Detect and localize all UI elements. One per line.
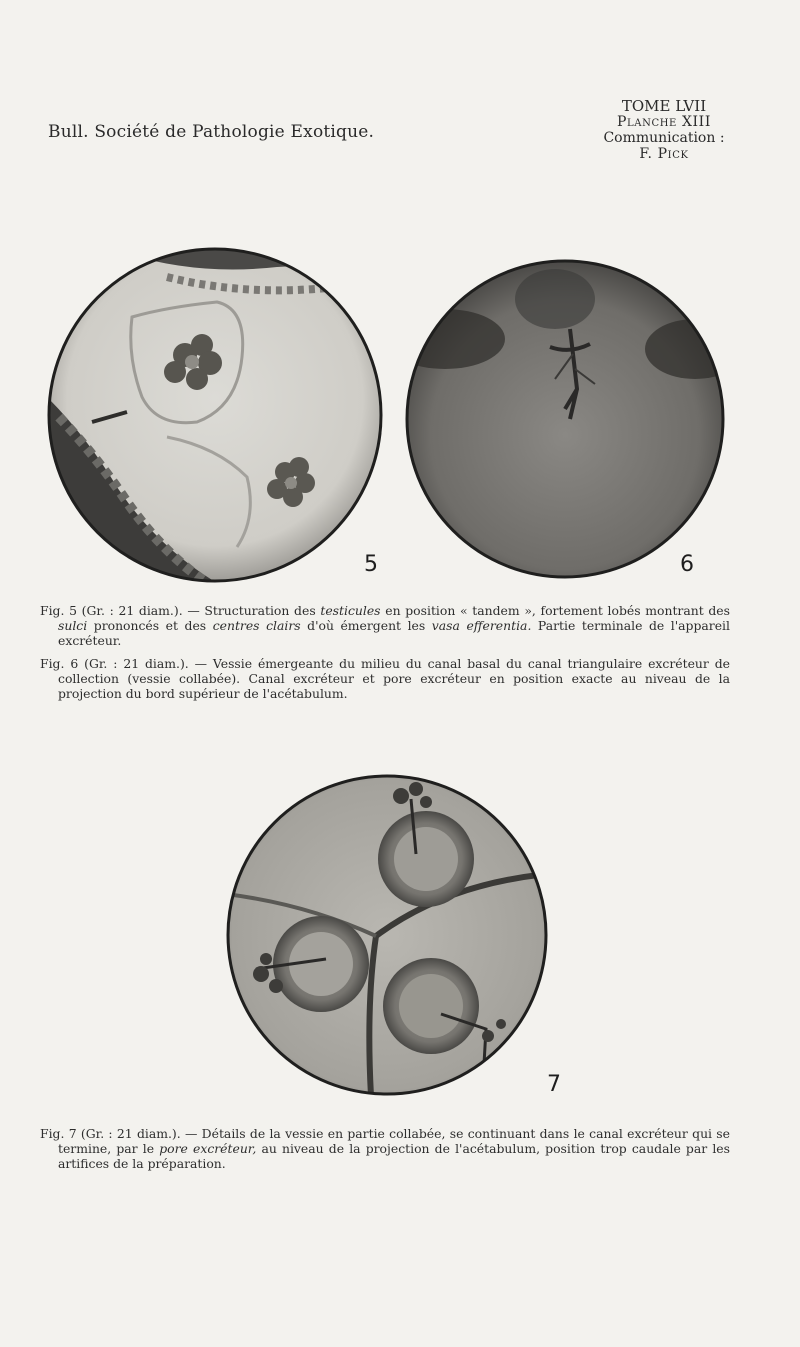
fig5-number: 5 [364,552,378,577]
caption-fig7-text: au niveau de la projection de l'acétabulum, position trop caudale par les artifices de la préparation. [58,1141,730,1171]
caption-fig5-italic-sulci: sulci [58,618,88,633]
caption-fig5-italic-vasa: vasa efferentia. [431,618,532,633]
fig7-number: 7 [547,1072,561,1097]
planche-label: Planche XIII [617,114,711,130]
caption-fig7-text: Fig. 7 (Gr. : 21 diam.). — Détails de la vessie en partie collabée, se continuant dans le canal excréteur qui se termine, par le [40,1126,730,1156]
author-label: F. Pick [639,146,689,162]
caption-fig6: Fig. 6 (Gr. : 21 diam.). — Vessie émergeante du milieu du canal basal du canal triangulaire excréteur de collection (vessie collabée). Canal excréteur et pore excréteur en position exacte au niveau de la projection du bord supérieur de l'acétabulum. [40,656,730,701]
caption-fig5-text: prononcés et des [87,618,213,633]
caption-fig7-italic-pore: pore excréteur, [159,1141,257,1156]
micrograph-fig5 [47,247,383,583]
tome-label: TOME LVII [621,97,707,115]
caption-fig5-text: d'où émergent les [300,618,432,633]
caption-fig7 [40,1126,730,1171]
caption-fig5 [40,603,730,648]
micrograph-fig7 [226,774,548,1096]
fig6-number: 6 [680,552,694,577]
caption-fig5-italic-centres: centres clairs [212,618,301,633]
volume-info [600,98,728,162]
communication-label: Communication : [603,130,725,146]
journal-title: Bull. Société de Pathologie Exotique. [48,122,375,142]
caption-fig5-text: Fig. 5 (Gr. : 21 diam.). — Structuration des [40,603,321,618]
caption-fig5-text: en position « tandem », fortement lobés montrant des [380,603,730,618]
caption-fig5-text: Partie terminale de l'appareil excréteur. [58,618,730,648]
caption-fig5-italic-testicules: testicules [320,603,381,618]
micrograph-fig6 [405,259,725,579]
